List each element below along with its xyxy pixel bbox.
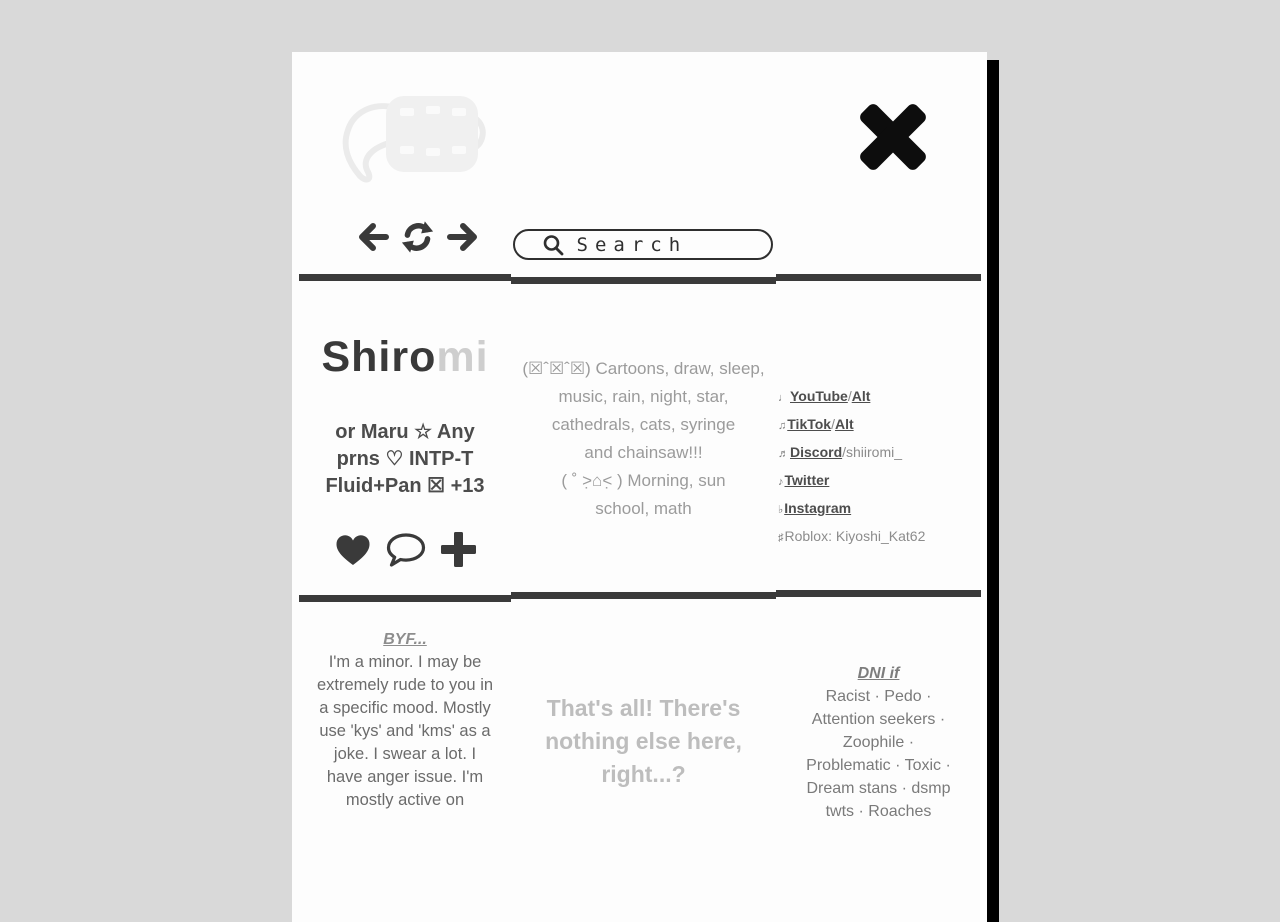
divider (299, 274, 511, 281)
twitter-link[interactable]: Twitter (784, 472, 830, 488)
footer-note-line: nothing else here, (545, 728, 742, 754)
discord-link[interactable]: Discord (790, 444, 843, 460)
content-grid (299, 274, 981, 823)
footer-note-line: That's all! There's (546, 695, 741, 721)
youtube-link[interactable]: YouTube (790, 388, 848, 404)
search-bar[interactable] (513, 229, 773, 260)
link-tiktok (778, 411, 981, 439)
forward-arrow-icon[interactable] (446, 220, 479, 253)
tiktok-link[interactable]: TikTok (787, 416, 832, 432)
dni-line: Problematic · Toxic · (806, 757, 951, 774)
instagram-link[interactable]: Instagram (784, 500, 852, 516)
tiktok-alt-link[interactable]: Alt (834, 416, 854, 432)
link-discord (778, 439, 981, 467)
link-youtube (778, 383, 981, 411)
youtube-alt-link[interactable]: Alt (851, 388, 871, 404)
music-note-icon: ♯ (778, 532, 784, 544)
dni-line: Attention seekers · (811, 711, 946, 728)
footer-note-line: right...? (601, 761, 686, 787)
byf-line: a specific mood. Mostly (319, 699, 491, 717)
roblox-username: Roblox: Kiyoshi_Kat62 (784, 528, 926, 544)
byf-heading: BYF... (383, 631, 427, 648)
nav-controls (356, 220, 479, 253)
action-icons (299, 531, 511, 573)
divider (776, 274, 981, 281)
plus-icon[interactable] (440, 531, 477, 573)
link-roblox (778, 523, 981, 551)
links-column (776, 274, 981, 590)
music-note-icon: ♭ (778, 504, 784, 516)
face-mask-image (338, 84, 506, 197)
back-arrow-icon[interactable] (356, 220, 389, 253)
close-icon[interactable] (856, 100, 930, 174)
bio-line: music, rain, night, star, (558, 387, 729, 406)
byf-line: have anger issue. I'm (326, 768, 484, 786)
byf-text (299, 651, 511, 812)
search-input[interactable] (577, 234, 745, 256)
identity-column (299, 274, 511, 590)
dni-line: twts · Roaches (825, 803, 932, 820)
link-instagram (778, 495, 981, 523)
heart-icon[interactable] (334, 532, 372, 572)
byf-line: I'm a minor. I may be (328, 653, 482, 671)
search-icon (542, 234, 564, 256)
tagline-line: or Maru ☆ Any (335, 421, 475, 443)
bio-line: (☒ˆ☒ˆ☒) Cartoons, draw, sleep, (522, 359, 765, 378)
music-note-icon: ♬ (778, 448, 789, 460)
bio-column (511, 274, 776, 590)
divider (511, 277, 776, 284)
divider (299, 595, 511, 602)
profile-name (299, 334, 511, 380)
byf-line: joke. I swear a lot. I (333, 745, 477, 763)
bio-line: school, math (595, 499, 692, 518)
byf-line: mostly active on (345, 791, 465, 809)
discord-handle: /shiiromi_ (842, 444, 903, 460)
social-links (776, 383, 981, 551)
name-secondary: mi (436, 333, 489, 381)
music-note-icon: ♫ (778, 420, 787, 432)
dni-line: Zoophile · (842, 734, 915, 751)
music-note-icon: ♩ (778, 392, 789, 404)
byf-line: use 'kys' and 'kms' as a (319, 722, 491, 740)
byf-column (299, 590, 511, 823)
chat-bubble-icon[interactable] (385, 532, 427, 573)
dni-line: Racist · Pedo · (825, 688, 932, 705)
bio-line: cathedrals, cats, syringe (551, 415, 736, 434)
divider (776, 590, 981, 597)
byf-line: extremely rude to you in (316, 676, 494, 694)
bio-line: and chainsaw!!! (584, 443, 703, 462)
dni-text (776, 685, 981, 823)
bio-text (511, 355, 776, 523)
dni-line: Dream stans · dsmp (806, 780, 951, 797)
link-separator: / (847, 388, 852, 404)
divider (511, 592, 776, 599)
profile-tagline (299, 419, 511, 500)
tagline-line: Fluid+Pan ☒ +13 (325, 475, 485, 497)
footer-note-column (511, 590, 776, 823)
dni-heading: DNI if (857, 665, 900, 682)
name-primary: Shiro (321, 333, 437, 381)
dni-column (776, 590, 981, 823)
link-separator: / (831, 416, 835, 432)
refresh-icon[interactable] (401, 220, 434, 253)
tagline-line: prns ♡ INTP-T (336, 448, 474, 470)
music-note-icon: ♪ (778, 476, 784, 488)
footer-note (511, 692, 776, 791)
bio-line: ( ˚ ˃̣⌂˂̣ ) Morning, sun (561, 471, 726, 490)
link-twitter (778, 467, 981, 495)
profile-card (292, 52, 987, 922)
